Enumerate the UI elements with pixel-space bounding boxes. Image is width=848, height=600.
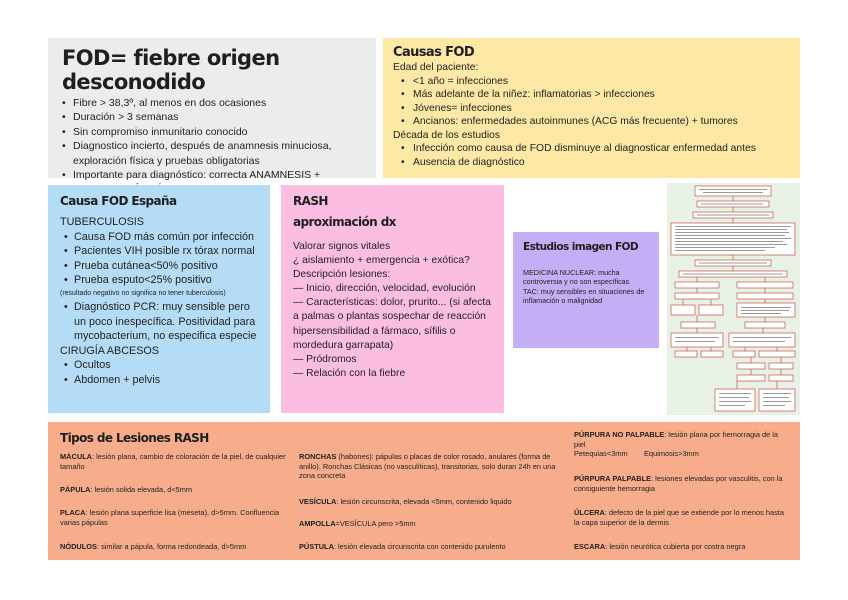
espana-card xyxy=(48,185,270,413)
tb-label: TUBERCULOSIS xyxy=(60,216,144,228)
lesion-entry: RONCHAS (habones): pápulas o placas de color rosado, anulares (forma de anillo). Ronchas Clásicas (no vasculíticas), transitorias, solo duran 24h en una zona concreta xyxy=(299,452,556,481)
list-item: • Más adelante de la niñez: inflamatorias > infecciones xyxy=(401,88,790,102)
fod-title: FOD= fiebre origen desconodido xyxy=(62,46,280,94)
flowchart-image xyxy=(667,183,800,415)
pcr-list xyxy=(60,300,260,344)
flow-box xyxy=(675,293,719,299)
lesion-entry: ESCARA: lesión neurótica cubierta por costra negra xyxy=(574,542,746,551)
tipos-card xyxy=(48,422,800,560)
rash-line: ¿ aislamiento + emergencia + exótica? xyxy=(293,255,470,267)
decada-label: Década de los estudios xyxy=(393,129,501,141)
list-item: • Diagnostico incierto, después de anamnesis minuciosa, exploración física y pruebas obligatorias xyxy=(62,139,366,168)
espana-title: Causa FOD España xyxy=(60,194,177,208)
flow-box xyxy=(681,322,715,328)
list-item: • Ocultos xyxy=(64,358,260,373)
imagen-title: Estudios imagen FOD xyxy=(523,241,638,253)
lesion-entry: PÚRPURA NO PALPABLE: lesión plana por hemorragia de la piel Petequias<3mm Equimosis>3mm xyxy=(574,430,779,459)
list-item: • Causa FOD más común por infección xyxy=(64,230,260,245)
flow-box xyxy=(675,282,719,288)
lesion-entry: VESÍCULA: lesión circunscrita, elevada <5mm, contenido liquido xyxy=(299,497,512,506)
list-item: • Fibre > 38,3º, al menos en dos ocasiones xyxy=(62,96,366,110)
edad-label: Edad del paciente: xyxy=(393,62,479,73)
list-item: • Diagnóstico PCR: muy sensible pero un poco inespecífica. Positividad para mycobacterium, no especifica especie xyxy=(64,300,260,344)
fod-card xyxy=(48,38,376,182)
imagen-line: MEDICINA NUCLEAR: mucha controversia y no son específicas xyxy=(523,268,630,287)
list-item: • Ausencia de diagnóstico xyxy=(401,156,790,170)
rash-line: — Pródromos xyxy=(293,353,357,365)
flow-box xyxy=(745,322,785,328)
flow-box xyxy=(759,351,795,357)
imagen-line: TAC: muy sensibles en situaciones de inflamación o malignidad xyxy=(523,286,645,306)
rash-body xyxy=(293,240,494,381)
flow-box xyxy=(737,375,765,381)
lesion-entry: PÚRPURA PALPABLE: lesiones elevadas por vasculitis, con la consiguiente hemorragia xyxy=(574,474,783,493)
flow-box xyxy=(769,375,793,381)
cirugia-list xyxy=(60,358,260,387)
flow-box xyxy=(671,333,723,347)
flowchart-diagram xyxy=(667,183,800,415)
rash-title: RASH xyxy=(293,194,328,208)
rash-line: — Características: dolor, prurito... (si afecta a palmas o plantas sospechar de reacción hipersensibilidad a fármaco, sífilis o mordedura garrapata) xyxy=(293,297,491,351)
list-item: • Infección como causa de FOD disminuye al diagnosticar enfermedad antes xyxy=(401,142,790,156)
rash-line: — Relación con la fiebre xyxy=(293,367,406,379)
flow-box xyxy=(729,333,795,347)
flow-box xyxy=(675,351,697,357)
list-item: • Duración > 3 semanas xyxy=(62,110,366,124)
lesion-entry: PLACA: lesión plana superficie lisa (meseta), d>5mm. Confluencia varias pápulas xyxy=(60,508,280,527)
list-item: • Prueba cutánea<50% positivo xyxy=(64,259,260,274)
tipos-column-1 xyxy=(60,452,288,554)
flow-box xyxy=(699,305,723,315)
flow-box xyxy=(737,282,793,288)
fod-list xyxy=(62,96,366,197)
list-item: • Pacientes VIH posible rx tórax normal xyxy=(64,244,260,259)
tipos-column-3 xyxy=(574,430,789,554)
rash-subtitle: aproximación dx xyxy=(293,215,396,229)
rash-line: Valorar signos vitales xyxy=(293,241,391,252)
lesion-entry: MÁCULA: lesión plana, cambio de coloración de la piel, de cualquier tamaño xyxy=(60,452,286,471)
flow-box xyxy=(769,363,793,369)
edad-list xyxy=(393,75,790,129)
tb-note: (resultado negativo no significa no tener tuberculosis) xyxy=(60,289,226,297)
lesion-entry: ÚLCERA: defecto de la piel que se extiende por lo menos hasta la capa superior de la dermis xyxy=(574,508,784,527)
tipos-column-2 xyxy=(299,452,557,554)
list-item: • Jóvenes= infecciones xyxy=(401,102,790,116)
lesion-entry: PÁPULA: lesión solida elevada, d<5mm xyxy=(60,485,193,494)
cirugia-label: CIRUGÍA ABCESOS xyxy=(60,344,160,357)
rash-line: Descripción lesiones: xyxy=(293,269,391,281)
tipos-title: Tipos de Lesiones RASH xyxy=(60,431,209,445)
causas-title: Causas FOD xyxy=(393,45,475,60)
lesion-entry: PÚSTULA: lesión elevada circunscrita con contenido purulento xyxy=(299,542,506,551)
flow-box xyxy=(733,351,755,357)
causas-card xyxy=(383,38,800,178)
flow-box xyxy=(759,389,795,411)
list-item: • Sin compromiso inmunitario conocido xyxy=(62,125,366,139)
flow-box xyxy=(737,293,793,299)
imagen-card xyxy=(513,232,659,348)
list-item: • Abdomen + pelvis xyxy=(64,373,260,388)
rash-card xyxy=(281,185,504,413)
tb-list xyxy=(60,230,260,288)
list-item: • Ancianos: enfermedades autoinmunes (ACG más frecuente) + tumores xyxy=(401,115,790,129)
rash-line: — Inicio, dirección, velocidad, evolución xyxy=(293,283,476,295)
flow-box xyxy=(737,363,765,369)
list-item: • <1 año = infecciones xyxy=(401,75,790,89)
list-item: • Prueba esputo<25% positivo xyxy=(64,273,260,288)
lesion-entry: NÓDULOS: similar a pápula, forma redondeada, d>5mm xyxy=(60,542,247,551)
flow-box xyxy=(715,389,755,411)
list-item: • Importante para diagnóstico: correcta ANAMNESIS + xyxy=(62,168,366,197)
decada-list xyxy=(393,142,790,169)
lesion-entry: AMPOLLA=VESÍCULA pero >5mm xyxy=(299,519,416,528)
flow-box xyxy=(701,351,723,357)
flow-box xyxy=(695,186,771,196)
flow-box xyxy=(671,305,695,315)
